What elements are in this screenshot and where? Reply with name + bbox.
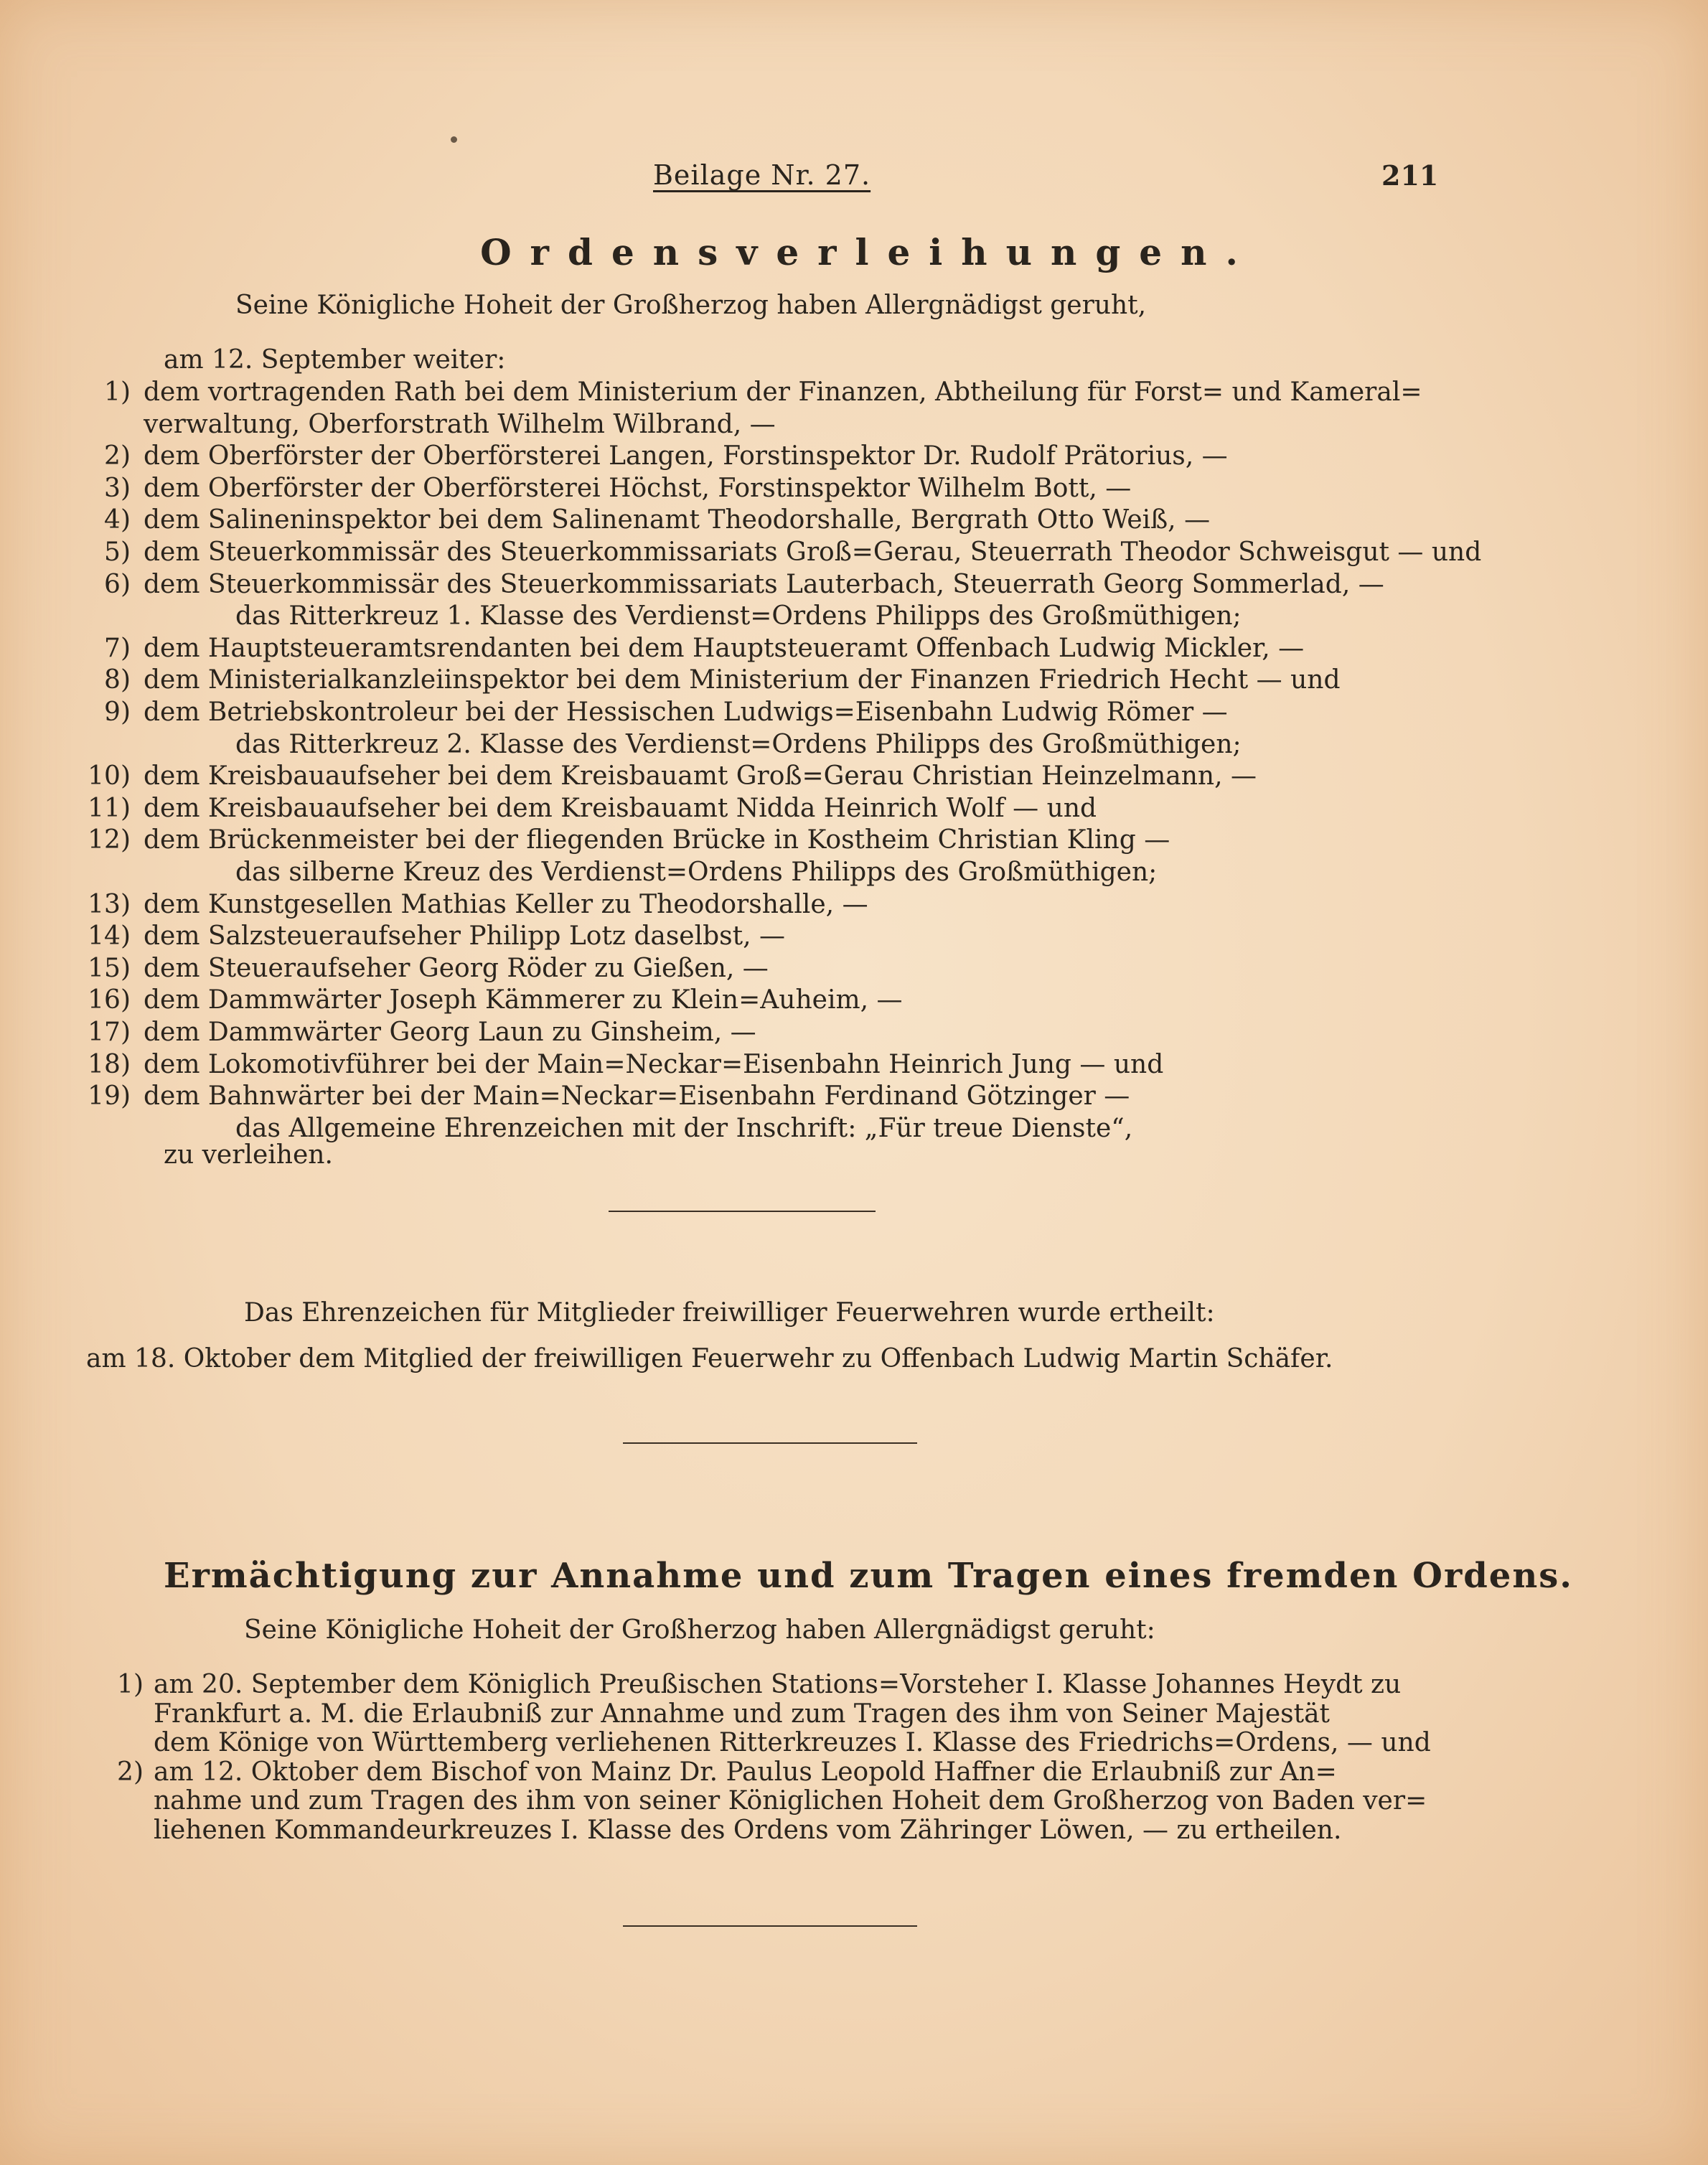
- section-title-ermaechtigung: Ermächtigung zur Annahme und zum Tragen eines fremden Ordens.: [164, 1556, 1573, 1596]
- running-head: [0, 159, 1708, 195]
- section-title-ordensverleihungen: Ordensverleihungen.: [480, 231, 1257, 273]
- item-number: 18): [88, 1049, 131, 1079]
- item-number: 9): [104, 698, 131, 727]
- item-text: dem Ministerialkanzleiinspektor bei dem Ministerium der Finanzen Friedrich Hecht — und: [144, 665, 1341, 695]
- item-number: 11): [88, 793, 131, 823]
- item-number: 2): [117, 1757, 144, 1787]
- item-text: das Ritterkreuz 1. Klasse des Verdienst=Ordens Philipps des Großmüthigen;: [235, 601, 1242, 631]
- item-text: dem Steueraufseher Georg Röder zu Gießen, —: [144, 953, 769, 983]
- item-number: 10): [88, 761, 131, 792]
- item-number: 6): [104, 569, 131, 599]
- item-text: dem Steuerkommissär des Steuerkommissariats Groß=Gerau, Steuerrath Theodor Schweisgut — und: [144, 537, 1482, 567]
- item-text: dem Dammwärter Joseph Kämmerer zu Klein=Auheim, —: [144, 985, 903, 1015]
- item-text: dem Betriebskontroleur bei der Hessischen Ludwigs=Eisenbahn Ludwig Römer —: [144, 698, 1228, 727]
- item-text: dem Lokomotivführer bei der Main=Neckar=Eisenbahn Heinrich Jung — und: [144, 1049, 1164, 1079]
- item-text: dem Brückenmeister bei der fliegenden Brücke in Kostheim Christian Kling —: [144, 825, 1170, 855]
- divider: [623, 1925, 917, 1927]
- item-number: 15): [88, 953, 131, 983]
- item-text: dem Salineninspektor bei dem Salinenamt Theodorshalle, Bergrath Otto Weiß, —: [144, 505, 1211, 535]
- item-text: das Allgemeine Ehrenzeichen mit der Inschrift: „Für treue Dienste“,: [235, 1113, 1133, 1143]
- item-text: dem Steuerkommissär des Steuerkommissariats Lauterbach, Steuerrath Georg Sommerlad, —: [144, 569, 1384, 599]
- item-number: 14): [88, 921, 131, 952]
- item-text: dem Kunstgesellen Mathias Keller zu Theodorshalle, —: [144, 889, 868, 919]
- item-number: 2): [104, 441, 131, 471]
- item-number: 8): [104, 665, 131, 695]
- item-text: das silberne Kreuz des Verdienst=Ordens Philipps des Großmüthigen;: [235, 858, 1158, 887]
- item-text: dem Hauptsteueramtsrendanten bei dem Hauptsteueramt Offenbach Ludwig Mickler, —: [144, 633, 1305, 663]
- section1-date-line: am 12. September weiter:: [164, 345, 506, 375]
- item-number: 19): [88, 1081, 131, 1112]
- page-number: 211: [1381, 159, 1439, 192]
- item-number: 12): [88, 825, 131, 855]
- ink-speck: [451, 136, 457, 143]
- item-number: 3): [104, 473, 131, 503]
- item-text: nahme und zum Tragen des ihm von seiner Königlichen Hoheit dem Großherzog von Baden ver=: [154, 1786, 1427, 1816]
- item-text: dem Kreisbauaufseher bei dem Kreisbauamt Groß=Gerau Christian Heinzelmann, —: [144, 761, 1257, 792]
- item-number: 4): [104, 505, 131, 535]
- item-text: dem Oberförster der Oberförsterei Höchst, Forstinspektor Wilhelm Bott, —: [144, 473, 1132, 503]
- item-number: 7): [104, 633, 131, 663]
- item-text: verwaltung, Oberforstrath Wilhelm Wilbrand, —: [144, 409, 776, 439]
- section2-line: am 18. Oktober dem Mitglied der freiwilligen Feuerwehr zu Offenbach Ludwig Martin Schäfer.: [86, 1344, 1333, 1373]
- item-number: 16): [88, 985, 131, 1015]
- item-number: 5): [104, 537, 131, 567]
- item-text: dem vortragenden Rath bei dem Ministerium der Finanzen, Abtheilung für Forst= und Kameral=: [144, 377, 1422, 407]
- item-text: am 20. September dem Königlich Preußischen Stations=Vorsteher I. Klasse Johannes Heydt zu: [154, 1670, 1402, 1699]
- item-text: am 12. Oktober dem Bischof von Mainz Dr. Paulus Leopold Haffner die Erlaubniß zur An=: [154, 1757, 1337, 1787]
- divider: [623, 1442, 917, 1444]
- item-text: dem Könige von Württemberg verliehenen Ritterkreuzes I. Klasse des Friedrichs=Ordens, — und: [154, 1728, 1431, 1757]
- item-text: dem Dammwärter Georg Laun zu Ginsheim, —: [144, 1018, 756, 1047]
- item-number: 1): [104, 377, 131, 407]
- section2-intro: Das Ehrenzeichen für Mitglieder freiwilliger Feuerwehren wurde ertheilt:: [244, 1298, 1215, 1328]
- item-text: dem Salzsteueraufseher Philipp Lotz daselbst, —: [144, 921, 785, 952]
- section1-intro: Seine Königliche Hoheit der Großherzog haben Allergnädigst geruht,: [235, 291, 1147, 320]
- item-number: 13): [88, 889, 131, 919]
- divider: [609, 1211, 876, 1212]
- item-text: Frankfurt a. M. die Erlaubniß zur Annahme und zum Tragen des ihm von Seiner Majestät: [154, 1699, 1331, 1729]
- section3-intro: Seine Königliche Hoheit der Großherzog haben Allergnädigst geruht:: [244, 1615, 1155, 1645]
- item-text: liehenen Kommandeurkreuzes I. Klasse des Ordens vom Zähringer Löwen, — zu ertheilen.: [154, 1815, 1342, 1845]
- item-text: dem Oberförster der Oberförsterei Langen, Forstinspektor Dr. Rudolf Prätorius, —: [144, 441, 1228, 471]
- item-text: dem Bahnwärter bei der Main=Neckar=Eisenbahn Ferdinand Götzinger —: [144, 1081, 1130, 1112]
- item-text: dem Kreisbauaufseher bei dem Kreisbauamt Nidda Heinrich Wolf — und: [144, 793, 1097, 823]
- item-number: 1): [117, 1670, 144, 1699]
- section1-closing: zu verleihen.: [164, 1140, 333, 1170]
- supplement-label: Beilage Nr. 27.: [653, 159, 871, 191]
- item-number: 17): [88, 1018, 131, 1047]
- item-text: das Ritterkreuz 2. Klasse des Verdienst=Ordens Philipps des Großmüthigen;: [235, 729, 1242, 759]
